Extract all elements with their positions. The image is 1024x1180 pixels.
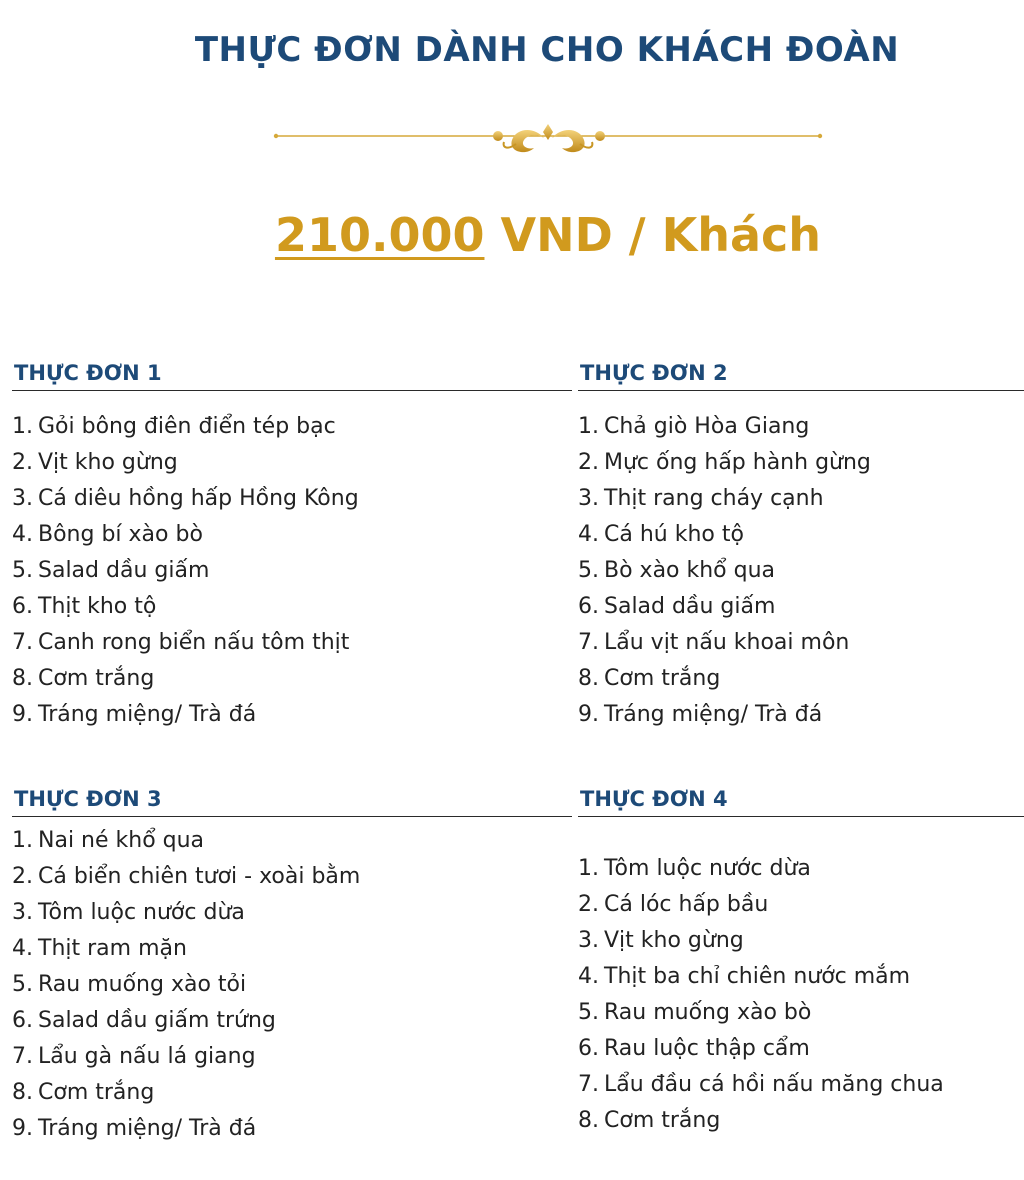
menu-list: [12, 409, 572, 733]
item-number: 7.: [12, 630, 33, 655]
menu-item: [578, 1031, 1024, 1067]
item-name: Lẩu vịt nấu khoai môn: [604, 630, 850, 655]
item-number: 4.: [578, 522, 599, 547]
item-number: 5.: [12, 558, 33, 583]
menu-item: [12, 859, 572, 895]
menu-item: [578, 697, 1024, 733]
menu-item: [578, 851, 1024, 887]
item-name: Tôm luộc nước dừa: [604, 856, 811, 881]
item-name: Rau muống xào tỏi: [38, 972, 247, 997]
item-name: Mực ống hấp hành gừng: [604, 450, 871, 475]
item-name: Cơm trắng: [38, 666, 155, 691]
menu-item: [578, 995, 1024, 1031]
item-name: Vịt kho gừng: [604, 928, 744, 953]
item-number: 1.: [12, 828, 33, 853]
menu-section-3: [12, 782, 572, 1147]
menu-item: [12, 625, 572, 661]
price-per-guest: [0, 208, 1024, 262]
menu-item: [578, 1067, 1024, 1103]
item-name: Cá hú kho tộ: [604, 522, 744, 547]
item-name: Cơm trắng: [38, 1080, 155, 1105]
item-name: Thịt ba chỉ chiên nước mắm: [604, 964, 911, 989]
menu-item: [12, 589, 572, 625]
item-name: Thịt rang cháy cạnh: [604, 486, 824, 511]
price-amount: 210.000: [274, 208, 485, 262]
menu-item: [578, 445, 1024, 481]
menu-item: [12, 661, 572, 697]
menu-heading: THỰC ĐƠN 3: [12, 782, 572, 817]
item-number: 2.: [12, 450, 33, 475]
menu-item: [12, 931, 572, 967]
item-number: 5.: [578, 1000, 599, 1025]
item-name: Cơm trắng: [604, 666, 721, 691]
menu-section-1: [12, 356, 572, 733]
item-name: Vịt kho gừng: [38, 450, 178, 475]
item-name: Cá diêu hồng hấp Hồng Kông: [38, 486, 359, 511]
menu-section-2: [578, 356, 1024, 733]
item-number: 7.: [578, 630, 599, 655]
menu-heading: THỰC ĐƠN 1: [12, 356, 572, 391]
item-number: 5.: [578, 558, 599, 583]
menu-item: [12, 409, 572, 445]
menu-heading: THỰC ĐƠN 4: [578, 782, 1024, 817]
menu-item: [12, 481, 572, 517]
item-name: Bông bí xào bò: [38, 522, 203, 547]
item-number: 4.: [12, 522, 33, 547]
menu-item: [578, 553, 1024, 589]
item-name: Cá lóc hấp bầu: [604, 892, 769, 917]
menu-list: [12, 823, 572, 1147]
menu-item: [12, 1111, 572, 1147]
item-number: 2.: [578, 892, 599, 917]
item-name: Gỏi bông điên điển tép bạc: [38, 414, 336, 439]
item-number: 9.: [12, 1116, 33, 1141]
item-name: Rau muống xào bò: [604, 1000, 812, 1025]
item-number: 8.: [578, 1108, 599, 1133]
item-name: Chả giò Hòa Giang: [604, 414, 810, 439]
menu-item: [578, 481, 1024, 517]
item-number: 4.: [12, 936, 33, 961]
item-number: 9.: [578, 702, 599, 727]
item-name: Thịt kho tộ: [38, 594, 157, 619]
menu-item: [12, 445, 572, 481]
menu-item: [578, 625, 1024, 661]
item-number: 1.: [578, 856, 599, 881]
price-suffix: VND / Khách: [484, 208, 822, 262]
item-name: Nai né khổ qua: [38, 828, 205, 853]
item-number: 5.: [12, 972, 33, 997]
item-name: Tráng miệng/ Trà đá: [38, 702, 257, 727]
menu-item: [12, 697, 572, 733]
item-number: 7.: [578, 1072, 599, 1097]
item-name: Tráng miệng/ Trà đá: [38, 1116, 257, 1141]
item-name: Salad dầu giấm: [604, 594, 776, 619]
item-number: 4.: [578, 964, 599, 989]
menu-item: [12, 1075, 572, 1111]
menu-item: [578, 1103, 1024, 1139]
menu-list: [578, 409, 1024, 733]
item-number: 2.: [578, 450, 599, 475]
menu-item: [12, 1003, 572, 1039]
item-name: Salad dầu giấm: [38, 558, 210, 583]
menu-item: [578, 589, 1024, 625]
item-number: 6.: [578, 1036, 599, 1061]
menu-section-4: [578, 782, 1024, 1139]
item-number: 2.: [12, 864, 33, 889]
menu-item: [578, 959, 1024, 995]
menu-item: [578, 661, 1024, 697]
menu-item: [12, 1039, 572, 1075]
item-number: 8.: [12, 666, 33, 691]
menu-item: [12, 967, 572, 1003]
menu-item: [12, 517, 572, 553]
item-number: 3.: [12, 486, 33, 511]
menu-item: [578, 923, 1024, 959]
item-number: 6.: [578, 594, 599, 619]
item-number: 1.: [578, 414, 599, 439]
menu-heading: THỰC ĐƠN 2: [578, 356, 1024, 391]
item-number: 3.: [12, 900, 33, 925]
menu-item: [578, 517, 1024, 553]
item-number: 3.: [578, 486, 599, 511]
item-number: 1.: [12, 414, 33, 439]
menu-item: [578, 409, 1024, 445]
menu-list: [578, 851, 1024, 1139]
item-number: 6.: [12, 1008, 33, 1033]
item-name: Cơm trắng: [604, 1108, 721, 1133]
item-name: Lẩu gà nấu lá giang: [38, 1044, 256, 1069]
item-number: 7.: [12, 1044, 33, 1069]
item-number: 6.: [12, 594, 33, 619]
menu-item: [578, 887, 1024, 923]
item-name: Tráng miệng/ Trà đá: [604, 702, 823, 727]
menu-item: [12, 553, 572, 589]
item-name: Bò xào khổ qua: [604, 558, 776, 583]
item-name: Canh rong biển nấu tôm thịt: [38, 630, 350, 655]
item-number: 9.: [12, 702, 33, 727]
item-number: 8.: [12, 1080, 33, 1105]
item-number: 3.: [578, 928, 599, 953]
item-number: 8.: [578, 666, 599, 691]
item-name: Cá biển chiên tươi - xoài bằm: [38, 864, 361, 889]
item-name: Salad dầu giấm trứng: [38, 1008, 276, 1033]
item-name: Tôm luộc nước dừa: [38, 900, 245, 925]
item-name: Rau luộc thập cẩm: [604, 1036, 810, 1061]
menu-item: [12, 895, 572, 931]
page-title: THỰC ĐƠN DÀNH CHO KHÁCH ĐOÀN: [194, 30, 900, 70]
item-name: Thịt ram mặn: [38, 936, 187, 961]
ornament-divider-icon: [272, 118, 824, 162]
menu-item: [12, 823, 572, 859]
item-name: Lẩu đầu cá hồi nấu măng chua: [604, 1072, 944, 1097]
